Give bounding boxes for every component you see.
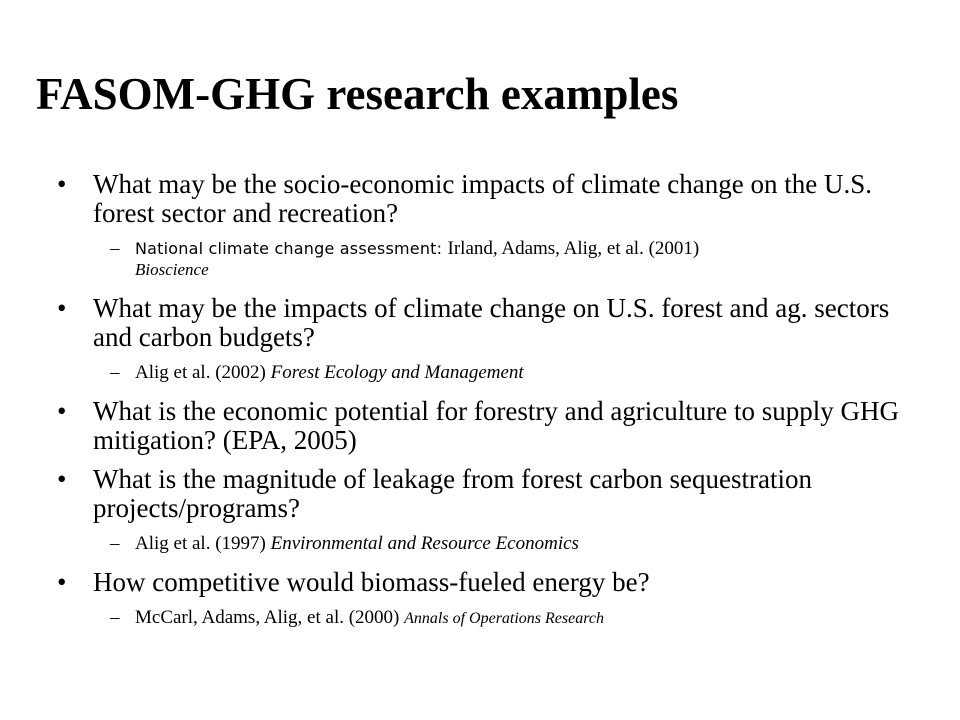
bullet-icon: •: [57, 169, 67, 199]
dash-icon: –: [110, 362, 120, 383]
citation-authors: McCarl, Adams, Alig, et al. (2000): [135, 607, 405, 628]
bullet-text: What may be the socio-economic impacts of climate change on the U.S. forest sector and recreation?: [93, 169, 872, 228]
dash-icon: –: [110, 607, 120, 628]
dash-icon: –: [110, 533, 120, 554]
bullet-item: [0, 465, 903, 523]
bullet-icon: •: [57, 464, 67, 494]
bullet-icon: •: [57, 567, 67, 597]
slide-title: FASOM-GHG research examples: [36, 69, 679, 119]
bullet-text: What is the economic potential for forestry and agriculture to supply GHG mitigation? (EPA, 2005): [93, 396, 900, 455]
sub-bullet-item: [0, 607, 895, 629]
bullet-text: What may be the impacts of climate change on U.S. forest and ag. sectors and carbon budgets?: [93, 293, 890, 352]
bullet-item: [0, 397, 903, 455]
citation-journal: Bioscience: [135, 260, 209, 279]
bullet-text: How competitive would biomass-fueled energy be?: [93, 567, 650, 597]
dash-icon: –: [110, 238, 120, 259]
sub-bullet-item: [0, 533, 895, 554]
sub-bullet-item: [0, 238, 895, 280]
citation-authors: Alig et al. (2002): [135, 362, 271, 383]
bullet-text: What is the magnitude of leakage from forest carbon sequestration projects/programs?: [93, 464, 812, 523]
citation-journal: Annals of Operations Research: [404, 610, 604, 627]
bullet-icon: •: [57, 293, 67, 323]
bullet-icon: •: [57, 396, 67, 426]
sub-bullet-item: [0, 362, 895, 383]
citation-journal: Forest Ecology and Management: [270, 362, 524, 383]
citation-authors: Alig et al. (1997): [135, 533, 271, 554]
citation-authors: Irland, Adams, Alig, et al. (2001): [447, 238, 700, 259]
bullet-item: [0, 294, 903, 352]
citation-journal: Environmental and Resource Economics: [270, 533, 579, 554]
bullet-item: [0, 568, 903, 597]
citation-lead: National climate change assessment:: [135, 239, 448, 258]
bullet-list: [0, 170, 960, 641]
bullet-item: [0, 170, 903, 228]
